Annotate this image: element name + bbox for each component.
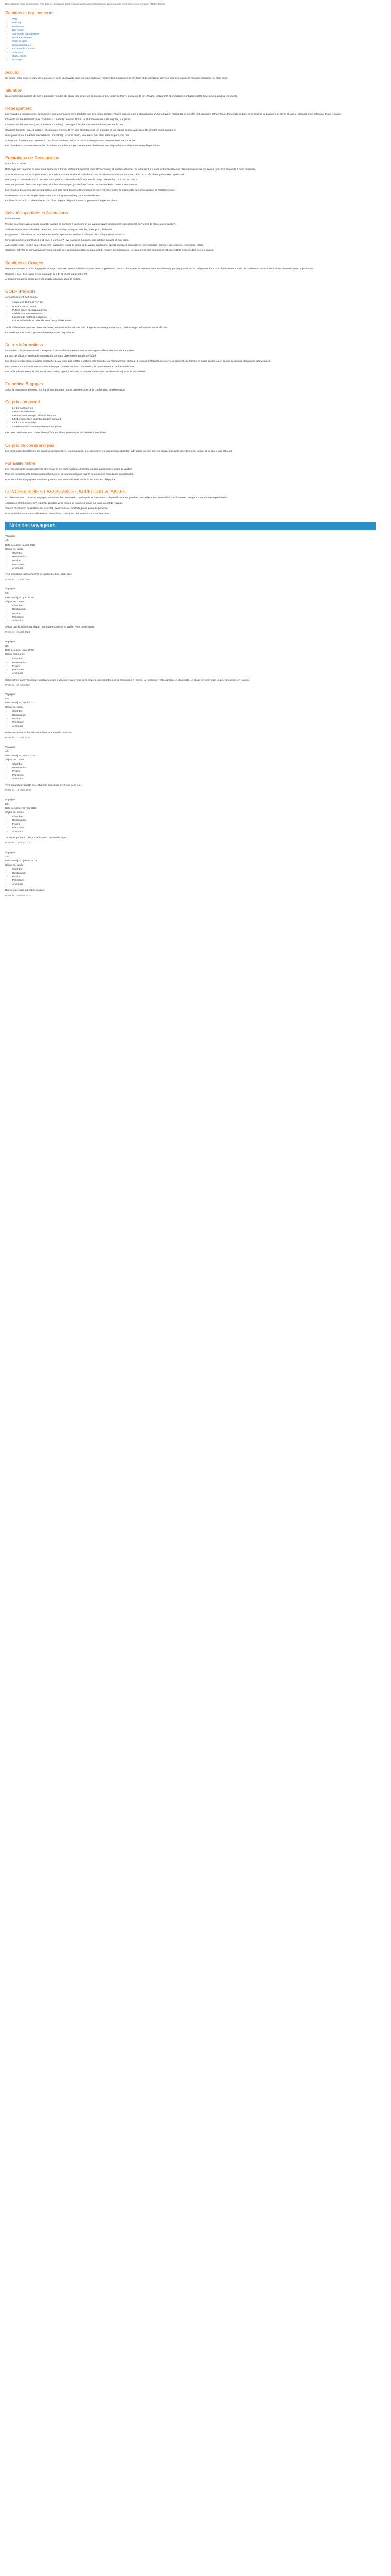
conciergerie-title: CONCIERGERIE ET ASSISTANCE CARREFOUR VOYAGES bbox=[5, 489, 126, 495]
review-criterion: • Chambre bbox=[12, 710, 376, 714]
review-rating: 4/5 bbox=[5, 539, 9, 543]
review-rating: 3/5 bbox=[5, 645, 9, 648]
review-block bbox=[5, 641, 376, 687]
formalites-title: Formalité fiable bbox=[5, 460, 36, 466]
review-criterion: • Chambre bbox=[12, 605, 376, 608]
review-rating: 4/5 bbox=[5, 698, 9, 701]
review-criterion: • Restauration bbox=[12, 872, 376, 875]
review-text: Très bon rapport qualité prix. Chambre spacieuse avec une belle vue. bbox=[5, 784, 82, 787]
service-item: • Service de blanchisserie bbox=[12, 33, 376, 36]
golf-title: GOLF (Payant) bbox=[5, 289, 35, 294]
activites-subtitle: Inclus/Gratuit bbox=[5, 218, 20, 221]
ce-prix-item: • Les taxes aériennes bbox=[12, 411, 376, 414]
review-criterion: • Chambre bbox=[12, 763, 376, 766]
review-author: Voyageur bbox=[5, 535, 16, 538]
ce-prix-item: • L'hébergement en chambre double standard bbox=[12, 418, 376, 421]
hebergement-text: Chambre double standard (max. 2 adultes + 1 enfant) : environ 25 m², un lit double ou deux lits simples, vue jardin. bbox=[5, 118, 131, 122]
service-item: • Restaurant bbox=[12, 26, 376, 29]
golf-item: • 1 parcours 18 trous PAR 72 bbox=[12, 301, 376, 304]
franchise-title: Franchise Bagages bbox=[5, 381, 43, 386]
review-text: Très bon séjour, personnel très accueillant et hôtel bien situé. bbox=[5, 573, 73, 577]
review-author: Voyageur bbox=[5, 799, 16, 802]
conciergerie-text: En réservant avec Carrefour Voyages, bénéficiez d'un service de conciergerie et d'assistance disponible avant et pendant votre séjour. Nos conseillers sont à votre écoute pour toute demande particulière. bbox=[5, 497, 228, 500]
review-author: Voyageur bbox=[5, 640, 16, 643]
review-block bbox=[5, 799, 376, 845]
activites-text: Mini-club pour les enfants de 4 à 12 ans, 6 jours sur 7, avec activités ludiques, jeux, ateliers créatifs et mini-disco. bbox=[5, 239, 129, 242]
hebergement-text: Les chambres, spacieuses et lumineuses, sont aménagées avec goût dans un style contemporain. Toutes disposent de la climatisation, d'une télévision écran plat, d'un coffre-fort, d'un mini-réfrigérateur, d'une salle de bain avec douche ou baignoire et sèche-cheveux, ainsi que d'un balcon ou d'une terrasse. bbox=[5, 113, 341, 116]
formalites-text: Pour les mineurs voyageant sans leurs parents, une autorisation de sortie du territoire est obligatoire. bbox=[5, 479, 116, 482]
review-date: Date de séjour : juillet 2023 bbox=[5, 544, 36, 547]
review-type: Séjour en couple bbox=[5, 758, 24, 761]
page bbox=[0, 0, 381, 898]
review-type: Séjour en couple bbox=[5, 601, 24, 604]
review-type: Séjour entre amis bbox=[5, 653, 25, 656]
situation-title: Situation bbox=[5, 87, 23, 93]
ne-comprend-title: Ce prix ne comprend pas bbox=[5, 442, 54, 448]
review-posted: Posté le : 2 juillet 2023 bbox=[5, 631, 30, 634]
reviews-band: Note des voyageurs bbox=[5, 522, 376, 530]
service-item: • Location de voitures bbox=[12, 48, 376, 51]
review-criterion: • Animation bbox=[12, 778, 376, 781]
review-text: Hôtel correct dans l'ensemble, quelques points à améliorer au niveau de la propreté des chambres et de l'animation en soirée. Le personnel reste agréable et disponible. La plage est belle mais un peu fréquentée en journée. bbox=[5, 679, 250, 682]
ne-comprend-text: Les assurances facultatives, les dépenses personnelles, les pourboires, les excursions, les suppléments chambre individuelle ou vue mer, les activités payantes mentionnées, la taxe de séjour le cas échéant. bbox=[5, 450, 233, 453]
golf-item: • Practice de 25 postes bbox=[12, 306, 376, 309]
service-item: • Sports nautiques bbox=[12, 44, 376, 47]
review-author: Voyageur bbox=[5, 588, 16, 591]
review-posted: Posté le : 5 février 2023 bbox=[5, 894, 31, 897]
review-criterion: • Personnel bbox=[12, 616, 376, 619]
review-block bbox=[5, 693, 376, 740]
autres-text: Les photos sont présentées à titre indicatif et peuvent ne pas refléter exactement la chambre ou l'hébergement attribué. Certaines installations ou services peuvent être fermés en basse saison ou en cas de conditions climatiques défavorables. bbox=[5, 360, 271, 363]
service-item: • Bar-snack bbox=[12, 29, 376, 32]
service-item: • Animation bbox=[12, 52, 376, 55]
review-criteria-list bbox=[5, 552, 376, 570]
review-criterion: • Piscine bbox=[12, 876, 376, 879]
review-criterion: • Restauration bbox=[12, 556, 376, 559]
prestations-text: Snacks servis au bar de la piscine de 10h à 18h. Boissons locales alcoolisées et non alcoolisées servies au verre de 10h à 23h. Café, thé et pâtisseries l'après-midi. bbox=[5, 173, 185, 176]
conciergerie-text: Pour toute demande de modification ou d'annulation, contactez directement notre service client. bbox=[5, 513, 110, 516]
prestations-subtitle: Formule tout inclus bbox=[5, 163, 26, 166]
review-criterion: • Chambre bbox=[12, 816, 376, 819]
review-criterion: • Restauration bbox=[12, 767, 376, 770]
services-list bbox=[5, 18, 376, 62]
review-criterion: • Chambre bbox=[12, 552, 376, 555]
activites-title: Activités sportives et Animations bbox=[5, 210, 68, 216]
activites-text: Avec supplément : centre spa et bien-être (massages, soins du corps et du visage, hammam), sports nautiques motorisés et non motorisés, plongée sous-marine, excursions, billard. bbox=[5, 244, 204, 247]
review-criterion: • Animation bbox=[12, 725, 376, 728]
review-criterion: • Piscine bbox=[12, 560, 376, 563]
hebergement-text: Suite (max. 4 personnes) : environ 60 m², deux chambres, salon, terrasse aménagée avec vue panoramique sur la mer. bbox=[5, 140, 137, 143]
hebergement-text: Les chambres communicantes et les chambres adaptées aux personnes à mobilité réduite sont disponibles sur demande, selon disponibilités. bbox=[5, 145, 161, 148]
review-posted: Posté le : 1 mars 2023 bbox=[5, 842, 30, 845]
review-type: Séjour en couple bbox=[5, 811, 24, 814]
review-criterion: • Piscine bbox=[12, 613, 376, 616]
service-item: • Boutique bbox=[12, 59, 376, 62]
ce-prix-title: Ce prix comprend bbox=[5, 399, 40, 405]
review-criterion: • Personnel bbox=[12, 774, 376, 777]
review-date: Date de séjour : février 2023 bbox=[5, 807, 37, 810]
review-block bbox=[5, 852, 376, 898]
review-posted: Posté le : 20 avril 2023 bbox=[5, 736, 30, 739]
golf-item: • Club house avec restaurant bbox=[12, 313, 376, 316]
review-criterion: • Personnel bbox=[12, 827, 376, 830]
review-criterion: • Restauration bbox=[12, 662, 376, 665]
situation-text: Idéalement situé en bord de mer, à quelques minutes du centre-ville et de ses commerces. L'aéroport se trouve à environ 30 km. Plages, restaurants et animations sont accessibles facilement à pied ou en navette. bbox=[5, 95, 238, 98]
autres-text: Les tarifs affichés sont calculés sur la base de l'occupation indiquée et peuvent varier selon les dates de séjour et la disponibilité. bbox=[5, 370, 146, 374]
ce-prix-list bbox=[5, 407, 376, 429]
review-type: Séjour en famille bbox=[5, 548, 24, 551]
golf-item: • Putting green et chipping green bbox=[12, 309, 376, 312]
review-author: Voyageur bbox=[5, 693, 16, 696]
autres-text: Le nombre d'étoiles mentionné correspond à la classification en normes locales et peut différer des normes françaises. bbox=[5, 349, 135, 352]
ce-prix-item: • L'assistance de notre représentant sur place bbox=[12, 426, 376, 429]
review-criterion: • Piscine bbox=[12, 665, 376, 668]
activites-text: Salle de fitness, tennis de table, pétanque, beach-volley, aquagym, aérobic, water-polo, fléchettes. bbox=[5, 228, 113, 231]
review-rating: 5/5 bbox=[5, 803, 9, 806]
conciergerie-text: Service réservation de restaurants, activités, excursions et transferts privés selon disponibilité. bbox=[5, 507, 108, 510]
review-criteria-list bbox=[5, 658, 376, 676]
hebergement-text: Chambre double vue mer (max. 2 adultes + 1 enfant) : identique à la chambre standard avec vue sur la mer. bbox=[5, 124, 124, 127]
review-criterion: • Chambre bbox=[12, 868, 376, 871]
review-criteria-list bbox=[5, 605, 376, 623]
review-criterion: • Personnel bbox=[12, 564, 376, 567]
service-item: • Salle de sport bbox=[12, 40, 376, 43]
activites-text: Programme d'animations en journée et en soirée, spectacles, soirées à thème et discothèque selon la saison. bbox=[5, 233, 125, 236]
review-criteria-list bbox=[5, 816, 376, 834]
franchise-text: Selon la compagnie aérienne, vos franchises bagages seront précisées lors de la confirmation de réservation. bbox=[5, 388, 126, 392]
review-date: Date de séjour : mai 2023 bbox=[5, 649, 34, 652]
review-criterion: • Restauration bbox=[12, 714, 376, 717]
review-criterion: • Animation bbox=[12, 831, 376, 834]
review-rating: 4/5 bbox=[5, 750, 9, 753]
prestations-text: Le dîner du 24 et du 31 décembre est un dîner de gala obligatoire, avec supplément à régler sur place. bbox=[5, 199, 118, 202]
review-author: Voyageur bbox=[5, 851, 16, 854]
review-criterion: • Animation bbox=[12, 672, 376, 675]
review-criterion: • Piscine bbox=[12, 823, 376, 826]
formalites-text: Les ressortissants français doivent être munis d'une carte nationale d'identité ou d'un passeport en cours de validité. bbox=[5, 468, 133, 471]
review-block bbox=[5, 535, 376, 582]
review-criterion: • Personnel bbox=[12, 721, 376, 724]
prestations-text: Avec supplément : boissons importées, vins fins, champagne, jus de fruits frais et certains cocktails. Service en chambre. bbox=[5, 184, 138, 187]
review-author: Voyageur bbox=[5, 746, 16, 749]
service-item: • Piscine extérieure bbox=[12, 37, 376, 40]
activites-text: Certaines activités et animations peuvent dépendre des conditions météorologiques et du nombre de participants. Le programme des animations est susceptible d'être modifié selon la saison. bbox=[5, 249, 214, 252]
services-conges-text: Réception ouverte 24h/24, bagagerie, change, boutique, service de blanchisserie (avec supplément), service de location de voitures (avec supplément), parking gratuit, accès Wifi gratuit dans tout l'établissement, salle de conférence, service médical sur demande (avec supplément). bbox=[5, 267, 314, 270]
review-text: Séjour parfait, hôtel magnifique, nourriture excellente et variée. Nous reviendrons. bbox=[5, 626, 95, 629]
intro-line: Description / Autre composition / Ce prix ne comprend pas/Formalités/Consignes/Conditions générales de vente Carrefour Voyages / Dates Extras bbox=[5, 3, 166, 6]
review-posted: Posté le : 14 mars 2023 bbox=[5, 789, 31, 792]
review-criterion: • Animation bbox=[12, 620, 376, 623]
review-criterion: • Chambre bbox=[12, 658, 376, 661]
golf-text: Tarifs préférentiels pour les clients de l'hôtel, réservation des départs à la réception. Navette gratuite entre l'hôtel et le golf selon les horaires affichés. bbox=[5, 326, 168, 329]
hebergement-text: Suite junior (max. 3 adultes ou 2 adultes + 2 enfants) : environ 45 m², un espace nuit et un salon séparé, vue mer. bbox=[5, 134, 130, 137]
review-criterion: • Restauration bbox=[12, 608, 376, 612]
prestations-title: Prestations de Restauration bbox=[5, 155, 59, 161]
review-criterion: • Animation bbox=[12, 883, 376, 886]
review-date: Date de séjour : mars 2023 bbox=[5, 754, 35, 757]
review-block bbox=[5, 746, 376, 792]
accueil-text: Un séjour placé sous le signe de la détente et de la découverte dans un cadre idyllique. Profitez d'un emplacement privilégié et de nombreux services pour des vacances réussies en famille ou entre amis. bbox=[5, 77, 228, 80]
review-text: Bon séjour, cadre agréable et calme. bbox=[5, 889, 46, 892]
review-criteria-list bbox=[5, 868, 376, 886]
review-rating: 5/5 bbox=[5, 592, 9, 595]
review-criteria-list bbox=[5, 710, 376, 728]
review-date: Date de séjour : avril 2023 bbox=[5, 702, 34, 705]
review-criteria-list bbox=[5, 763, 376, 781]
service-item: • Wifi bbox=[12, 18, 376, 21]
service-item: • Parking bbox=[12, 22, 376, 25]
ce-prix-note: Les taxes aériennes sont susceptibles d'être modifiées jusqu'au jour de l'émission des billets. bbox=[5, 432, 107, 435]
review-criterion: • Personnel bbox=[12, 879, 376, 883]
ce-prix-item: • Les transferts aéroport / hôtel / aéroport bbox=[12, 415, 376, 418]
formalites-text: Pour les ressortissants d'autres nationalités, merci de vous renseigner auprès des autorités consulaires compétentes. bbox=[5, 473, 134, 476]
services-conges-text: Horaires : 24h - 24h (avec check-in à partir de 14h et check-out avant 12h). bbox=[5, 273, 88, 276]
autres-text: La taxe de séjour, si applicable, est à régler sur place directement auprès de l'hôtel. bbox=[5, 355, 97, 358]
review-date: Date de séjour : janvier 2023 bbox=[5, 860, 37, 863]
golf-item: • Cours individuels et collectifs avec des professionnels bbox=[12, 320, 376, 323]
review-rating: 4/5 bbox=[5, 855, 9, 858]
autres-text: Il est recommandé d'avoir une assurance voyage couvrant les frais d'annulation, de rapatriement et de frais médicaux. bbox=[5, 365, 135, 368]
review-type: Séjour en famille bbox=[5, 864, 24, 867]
services-conges-title: Services et Congés bbox=[5, 260, 43, 265]
prestations-text: Bar principal : ouvert de 10h à 00h. Bar de la piscine : ouvert de 10h à 18h. Bar de plage : ouvert de 10h à 18h en saison. bbox=[5, 179, 138, 182]
ce-prix-item: • Le transport aérien bbox=[12, 407, 376, 410]
review-posted: Posté le : 28 mai 2023 bbox=[5, 684, 30, 687]
golf-text: Le handicap et la licence peuvent être exigés selon le parcours. bbox=[5, 331, 75, 334]
review-date: Date de séjour : juin 2023 bbox=[5, 596, 34, 599]
ce-prix-item: • La formule tout inclus bbox=[12, 422, 376, 425]
review-posted: Posté le : 15 août 2023 bbox=[5, 579, 31, 582]
review-text: Tout était parfait du début à la fin, merci à toute l'équipe. bbox=[5, 837, 67, 840]
hebergement-text: Chambre familiale (max. 2 adultes + 2 enfants) : environ 35 m², une chambre avec un lit double et un espace séparé avec deux lits simples ou un canapé-lit. bbox=[5, 129, 176, 132]
golf-list bbox=[5, 301, 376, 323]
golf-item: • Location de matériel et chariots bbox=[12, 316, 376, 319]
golf-subtitle: À l'établissement Golf Course bbox=[5, 296, 38, 299]
reviews-list bbox=[5, 535, 376, 898]
review-criterion: • Piscine bbox=[12, 718, 376, 721]
review-criterion: • Personnel bbox=[12, 669, 376, 672]
accueil-title: Accueil bbox=[5, 69, 20, 75]
service-item: • Club enfants bbox=[12, 55, 376, 58]
review-text: Belles vacances en famille, les enfants ont adoré le mini-club. bbox=[5, 731, 73, 734]
review-criterion: • Restauration bbox=[12, 819, 376, 822]
review-criterion: • Piscine bbox=[12, 770, 376, 773]
review-block bbox=[5, 588, 376, 634]
review-criterion: • Animation bbox=[12, 567, 376, 570]
conciergerie-text: Assistance téléphonique 7j/7 et 24h/24 pendant votre séjour au numéro indiqué sur votre carnet de voyage. bbox=[5, 502, 123, 505]
services-conges-text: Animaux non admis. Carte de crédit exigée à l'arrivée pour la caution. bbox=[5, 278, 82, 281]
hebergement-title: Hébergement bbox=[5, 106, 32, 111]
prestations-text: Une tenue correcte est exigée au restaurant le soir (pantalon long pour les messieurs). bbox=[5, 194, 100, 197]
prestations-text: Les horaires d'ouverture des restaurants et des bars sont donnés à titre indicatif et peuvent varier selon la saison et le taux d'occupation de l'établissement. bbox=[5, 189, 175, 192]
activites-text: Piscine extérieure avec espace enfants, transats et parasols à la piscine et sur la plage (dans la limite des disponibilités), serviettes de plage (avec caution). bbox=[5, 223, 176, 226]
autres-title: Autres informations bbox=[5, 342, 43, 347]
review-type: Séjour en famille bbox=[5, 706, 24, 709]
prestations-text: Petit-déjeuner, déjeuner et dîner sous forme de buffet au restaurant principal, avec show-cooking et soirées à thème. Un restaurant à la carte est accessible sur réservation une fois par séjour (pour tout séjour de 7 nuits minimum). bbox=[5, 168, 256, 171]
services-title: Services et équipements bbox=[5, 10, 54, 16]
